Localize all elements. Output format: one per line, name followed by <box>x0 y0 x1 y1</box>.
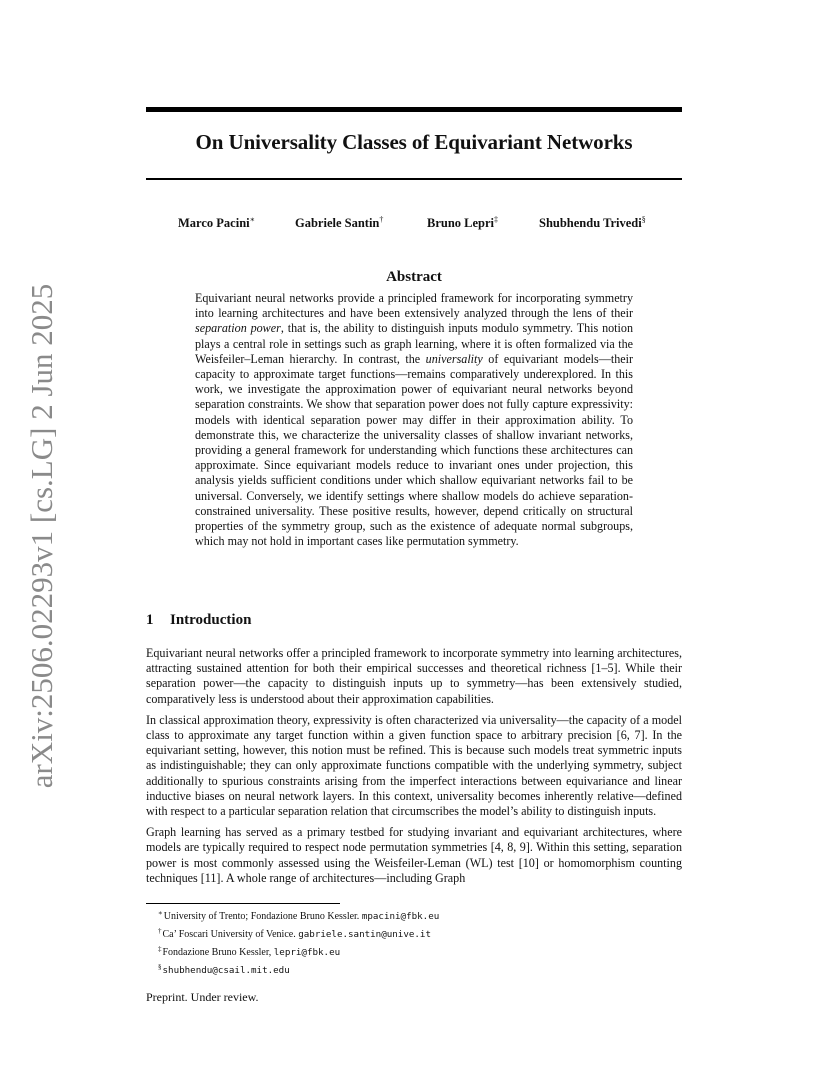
author: Gabriele Santin† <box>295 215 384 230</box>
footnote: §shubhendu@csail.mit.edu <box>158 963 290 976</box>
author: Bruno Lepri‡ <box>427 215 499 230</box>
email-link[interactable]: gabriele.santin@unive.it <box>298 929 431 940</box>
email-link[interactable]: lepri@fbk.eu <box>273 947 341 958</box>
email-link[interactable]: shubhendu@csail.mit.edu <box>162 965 290 976</box>
footnote: ∗University of Trento; Fondazione Bruno Kessler. mpacini@fbk.eu <box>158 909 440 922</box>
author-list <box>146 215 682 235</box>
title-top-rule <box>146 107 682 112</box>
preprint-note: Preprint. Under review. <box>146 990 259 1004</box>
footnote: ‡Fondazione Bruno Kessler, lepri@fbk.eu <box>158 945 341 958</box>
email-link[interactable]: mpacini@fbk.eu <box>361 911 440 922</box>
arxiv-identifier: arXiv:2506.02293v1 [cs.LG] 2 Jun 2025 <box>24 283 59 789</box>
title-bottom-rule <box>146 178 682 180</box>
footnotes <box>158 906 682 978</box>
paragraph: Graph learning has served as a primary testbed for studying invariant and equivariant architectures, where models are typically required to respect node permutation symmetries [4, 8, 9]. Within this setting, separation power is most commonly assessed using the Weisfeiler-Leman (WL) test [10] or homomorphism counting techniques [11]. A whole range of architectures—including Graph <box>146 825 682 885</box>
footnote: †Ca’ Foscari University of Venice. gabriele.santin@unive.it <box>158 927 431 940</box>
paragraph: In classical approximation theory, expressivity is often characterized via universality—the capacity of a model class to approximate any target function within a given function space to arbitrary precision [6, 7]. In the equivariant setting, however, this notion must be refined. This is because such models treat symmetric inputs as indistinguishable; they can only approximate functions compatible with the underlying symmetry, subject additionally to spurious constraints arising from the imperfect interactions between equivariance and linear inductive biases on neural network layers. In this context, universality becomes inherently relative—defined with respect to a particular separation relation that circumscribes the model’s ability to distinguish inputs. <box>146 712 682 819</box>
paragraph: Equivariant neural networks offer a principled framework to incorporate symmetry into learning architectures, attracting sustained attention for both their empirical successes and theoretical richness [1–5]. While their separation power—the capacity to distinguish inputs up to symmetry—has been extensively studied, comparatively less is understood about their approximation capabilities. <box>146 646 682 706</box>
introduction-body <box>146 646 682 892</box>
abstract-body: Equivariant neural networks provide a principled framework for incorporating symmetry into learning architectures and have been extensively analyzed through the lens of their separation power, that is, the ability to distinguish inputs modulo symmetry. This notion plays a central role in settings such as graph learning, where it is often formalized via the Weisfeiler–Leman hierarchy. In contrast, the universality of equivariant models—their capacity to approximate target functions—remains comparatively underexplored. In this work, we investigate the approximation power of equivariant neural networks beyond separation constraints. We show that separation power does not fully capture expressivity: models with identical separation power may differ in their approximation ability. To demonstrate this, we characterize the universality classes of shallow invariant networks, providing a general framework for understanding which functions these architectures can approximate. Since equivariant models reduce to invariant ones under projection, this analysis yields sufficient conditions under which shallow equivariant networks fail to be universal. Conversely, we identify settings where shallow models do achieve separation-constrained universality. These positive results, however, depend critically on structural properties of the symmetry group, such as the existence of adequate normal subgroups, which may not hold in important cases like permutation symmetry. <box>195 291 634 549</box>
abstract-heading: Abstract <box>386 269 442 285</box>
author: Shubhendu Trivedi§ <box>539 215 646 230</box>
paper-title: On Universality Classes of Equivariant Networks <box>195 130 633 154</box>
footnote-rule <box>146 903 340 904</box>
section-heading: 1 Introduction <box>146 612 252 628</box>
author: Marco Pacini∗ <box>178 215 256 230</box>
